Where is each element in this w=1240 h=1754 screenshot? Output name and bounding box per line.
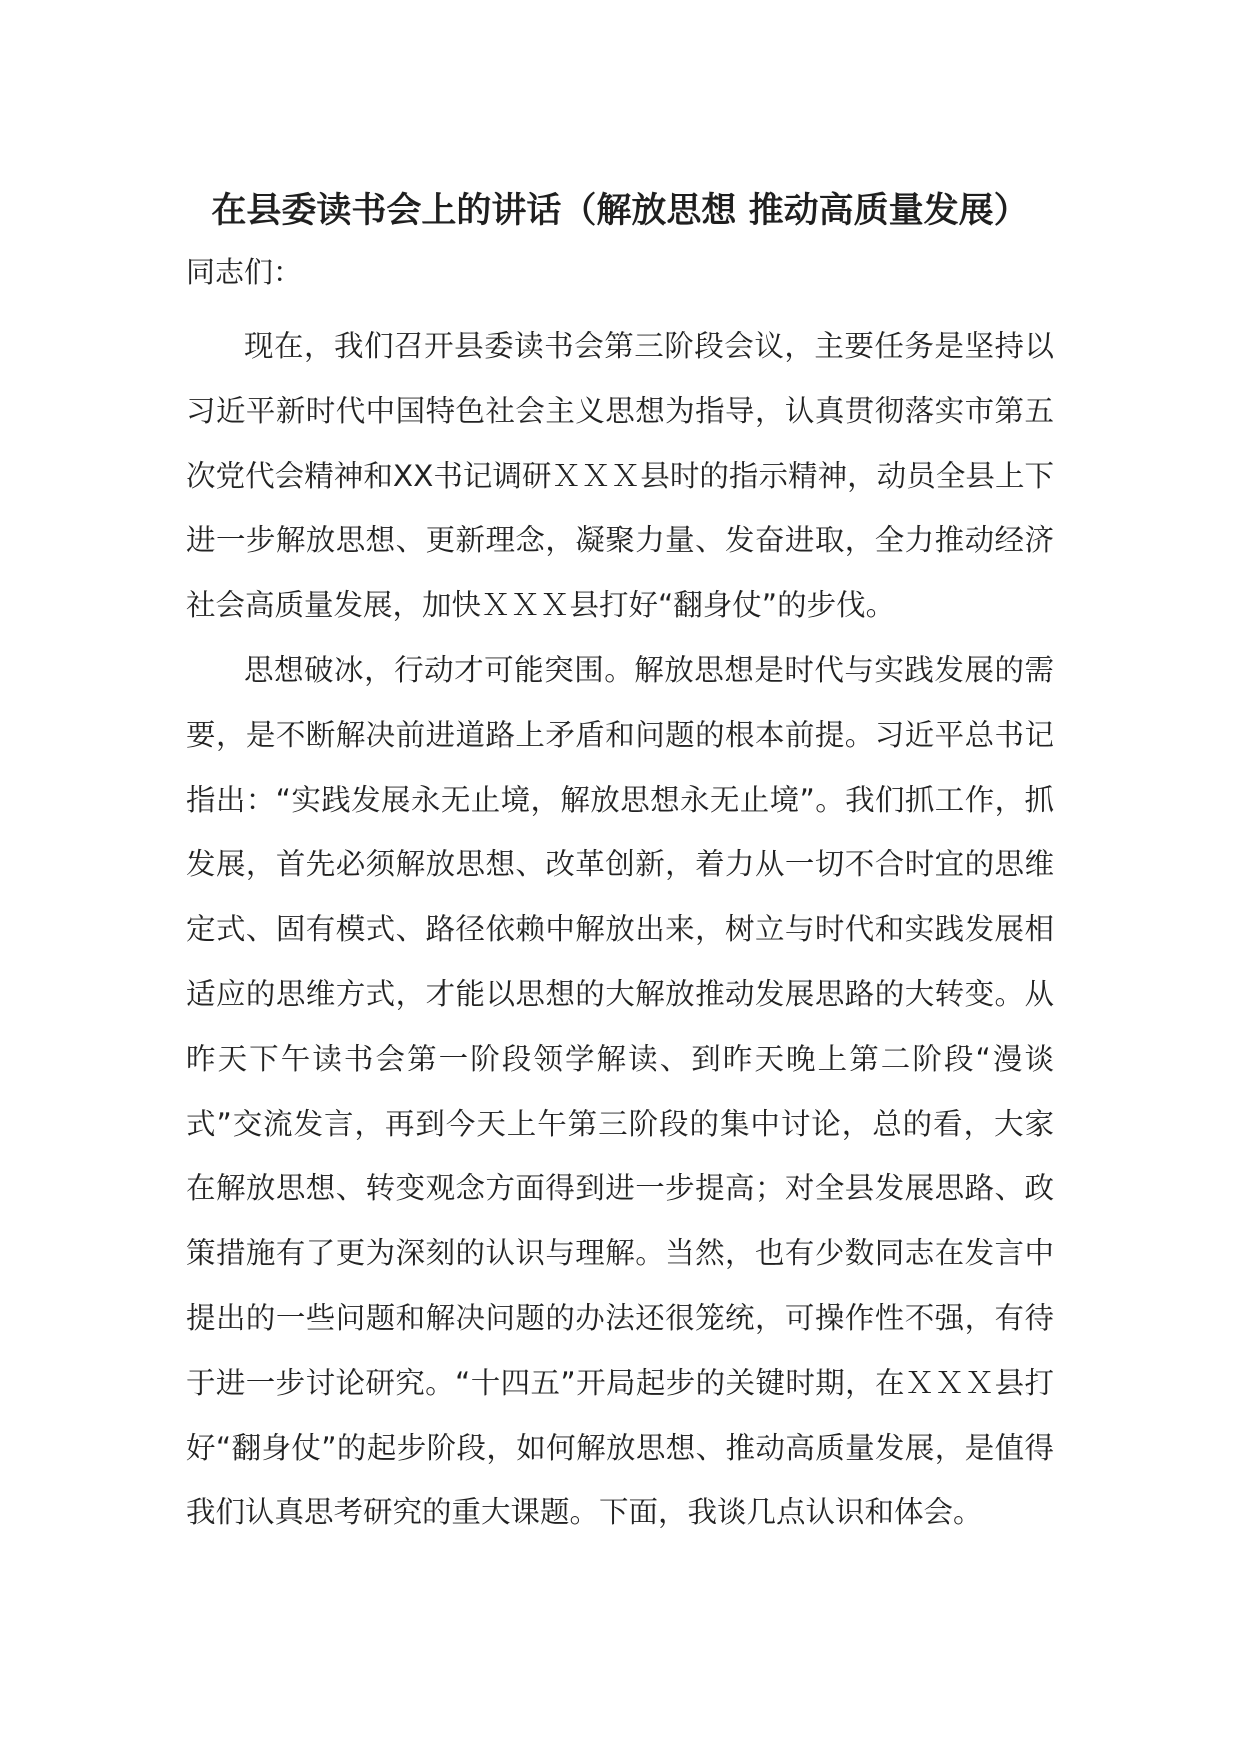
body-paragraph-2: 思想破冰，行动才可能突围。解放思想是时代与实践发展的需要，是不断解决前进道路上矛盾和问题的根本前提。习近平总书记指出：“实践发展永无止境，解放思想永无止境”。我们抓工作，抓发展，首先必须解放思想、改革创新，着力从一切不合时宜的思维定式、固有模式、路径依赖中解放出来，树立与时代和实践发展相适应的思维方式，才能以思想的大解放推动发展思路的大转变。从昨天下午读书会第一阶段领学解读、到昨天晚上第二阶段“漫谈式”交流发言，再到今天上午第三阶段的集中讨论，总的看，大家在解放思想、转变观念方面得到进一步提高；对全县发展思路、政策措施有了更为深刻的认识与理解。当然，也有少数同志在发言中提出的一些问题和解决问题的办法还很笼统，可操作性不强，有待于进一步讨论研究。“十四五”开局起步的关键时期，在ＸＸＸ县打好“翻身仗”的起步阶段，如何解放思想、推动高质量发展，是值得我们认真思考研究的重大课题。下面，我谈几点认识和体会。 bbox=[186, 652, 1054, 1530]
document-title: 在县委读书会上的讲话（解放思想 推动高质量发展） bbox=[211, 191, 1029, 231]
document-body bbox=[186, 314, 1054, 1545]
salutation: 同志们： bbox=[186, 255, 303, 289]
body-paragraph-1: 现在，我们召开县委读书会第三阶段会议，主要任务是坚持以习近平新时代中国特色社会主义思想为指导，认真贯彻落实市第五次党代会精神和XX书记调研ＸＸＸ县时的指示精神，动员全县上下进一步解放思想、更新理念，凝聚力量、发奋进取，全力推动经济社会高质量发展，加快ＸＸＸ县打好“翻身仗”的步伐。 bbox=[186, 329, 1054, 623]
